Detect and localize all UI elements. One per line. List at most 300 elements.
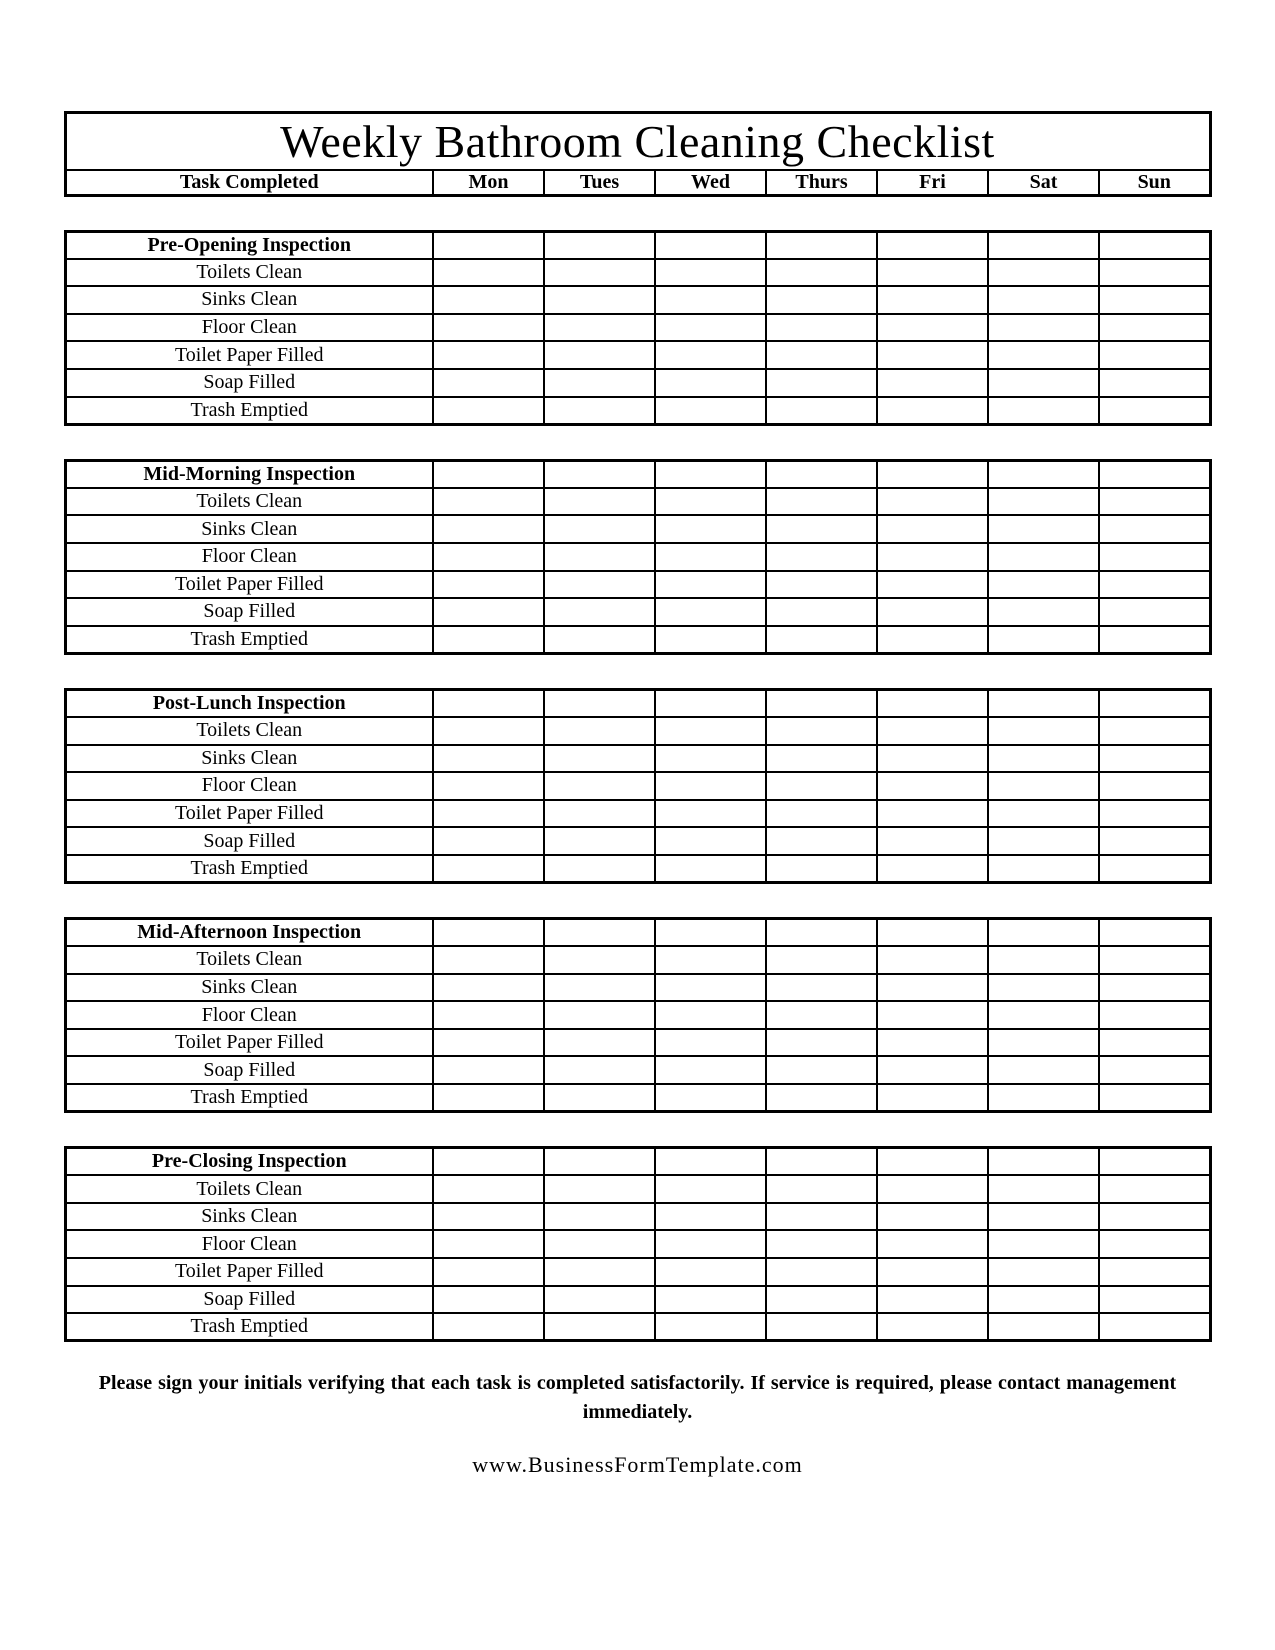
initials-cell-thurs <box>766 488 877 516</box>
initials-cell-wed <box>655 543 766 571</box>
initials-cell-fri <box>877 231 988 259</box>
initials-cell-sun <box>1099 259 1210 287</box>
task-label: Floor Clean <box>65 543 433 571</box>
task-row <box>65 855 1210 883</box>
task-row <box>65 1258 1210 1286</box>
initials-cell-wed <box>655 1056 766 1084</box>
initials-cell-tues <box>544 1001 655 1029</box>
task-row <box>65 800 1210 828</box>
initials-cell-wed <box>655 827 766 855</box>
section-header-row <box>65 689 1210 717</box>
initials-cell-thurs <box>766 341 877 369</box>
task-row <box>65 1056 1210 1084</box>
section-table-mid-afternoon-inspection <box>64 917 1212 1113</box>
initials-cell-sun <box>1099 946 1210 974</box>
task-row <box>65 369 1210 397</box>
initials-cell-sat <box>988 918 1099 946</box>
initials-cell-wed <box>655 488 766 516</box>
initials-cell-thurs <box>766 1286 877 1314</box>
task-completed-header: Task Completed <box>65 170 433 196</box>
task-row <box>65 1084 1210 1112</box>
initials-cell-sat <box>988 855 1099 883</box>
task-label: Sinks Clean <box>65 1203 433 1231</box>
initials-cell-thurs <box>766 1001 877 1029</box>
task-row <box>65 1203 1210 1231</box>
initials-cell-fri <box>877 1175 988 1203</box>
initials-cell-wed <box>655 946 766 974</box>
initials-cell-sat <box>988 571 1099 599</box>
task-row <box>65 341 1210 369</box>
initials-cell-mon <box>433 259 544 287</box>
task-label: Soap Filled <box>65 827 433 855</box>
task-row <box>65 946 1210 974</box>
initials-cell-sun <box>1099 1084 1210 1112</box>
task-row <box>65 543 1210 571</box>
section-table-mid-morning-inspection <box>64 459 1212 655</box>
section-title: Pre-Closing Inspection <box>65 1148 433 1176</box>
initials-cell-sat <box>988 1258 1099 1286</box>
initials-cell-thurs <box>766 827 877 855</box>
initials-cell-thurs <box>766 231 877 259</box>
initials-cell-sat <box>988 543 1099 571</box>
initials-cell-wed <box>655 1313 766 1341</box>
initials-cell-mon <box>433 515 544 543</box>
initials-cell-fri <box>877 259 988 287</box>
initials-cell-mon <box>433 1286 544 1314</box>
initials-cell-fri <box>877 1286 988 1314</box>
initials-cell-wed <box>655 231 766 259</box>
initials-cell-fri <box>877 515 988 543</box>
initials-cell-mon <box>433 974 544 1002</box>
initials-cell-mon <box>433 543 544 571</box>
website-text: www.BusinessFormTemplate.com <box>472 1452 803 1478</box>
initials-cell-fri <box>877 918 988 946</box>
initials-cell-tues <box>544 259 655 287</box>
initials-cell-wed <box>655 855 766 883</box>
initials-cell-wed <box>655 515 766 543</box>
section-header-row <box>65 231 1210 259</box>
task-label: Floor Clean <box>65 314 433 342</box>
initials-cell-tues <box>544 800 655 828</box>
initials-cell-thurs <box>766 598 877 626</box>
initials-cell-wed <box>655 717 766 745</box>
task-label: Toilets Clean <box>65 259 433 287</box>
initials-cell-sun <box>1099 855 1210 883</box>
initials-cell-fri <box>877 946 988 974</box>
initials-cell-wed <box>655 1230 766 1258</box>
task-row <box>65 1286 1210 1314</box>
initials-cell-sat <box>988 974 1099 1002</box>
task-label: Soap Filled <box>65 369 433 397</box>
initials-cell-fri <box>877 1056 988 1084</box>
task-row <box>65 1175 1210 1203</box>
initials-cell-thurs <box>766 1203 877 1231</box>
initials-cell-sun <box>1099 369 1210 397</box>
initials-cell-tues <box>544 571 655 599</box>
initials-cell-sat <box>988 1313 1099 1341</box>
task-label: Floor Clean <box>65 1230 433 1258</box>
task-label: Toilet Paper Filled <box>65 341 433 369</box>
initials-cell-mon <box>433 946 544 974</box>
initials-cell-mon <box>433 1148 544 1176</box>
initials-cell-mon <box>433 1001 544 1029</box>
initials-cell-tues <box>544 689 655 717</box>
initials-cell-sun <box>1099 460 1210 488</box>
task-label: Soap Filled <box>65 1286 433 1314</box>
initials-cell-sun <box>1099 1148 1210 1176</box>
initials-cell-sun <box>1099 341 1210 369</box>
day-header-sun: Sun <box>1099 170 1210 196</box>
initials-cell-sat <box>988 1148 1099 1176</box>
initials-cell-sat <box>988 946 1099 974</box>
initials-cell-sat <box>988 717 1099 745</box>
initials-cell-wed <box>655 397 766 425</box>
initials-cell-fri <box>877 626 988 654</box>
initials-cell-sat <box>988 1175 1099 1203</box>
initials-cell-thurs <box>766 1056 877 1084</box>
day-header-wed: Wed <box>655 170 766 196</box>
initials-cell-mon <box>433 1230 544 1258</box>
initials-cell-wed <box>655 286 766 314</box>
day-header-sat: Sat <box>988 170 1099 196</box>
initials-cell-mon <box>433 314 544 342</box>
initials-cell-tues <box>544 1029 655 1057</box>
initials-cell-sat <box>988 827 1099 855</box>
task-label: Trash Emptied <box>65 626 433 654</box>
section-table-pre-closing-inspection <box>64 1146 1212 1342</box>
initials-cell-tues <box>544 1175 655 1203</box>
section-table-post-lunch-inspection <box>64 688 1212 884</box>
title-row <box>65 113 1210 170</box>
initials-cell-mon <box>433 1029 544 1057</box>
initials-cell-thurs <box>766 1258 877 1286</box>
initials-cell-sat <box>988 1084 1099 1112</box>
initials-cell-sun <box>1099 800 1210 828</box>
initials-cell-sun <box>1099 745 1210 773</box>
initials-cell-sat <box>988 460 1099 488</box>
initials-cell-thurs <box>766 460 877 488</box>
initials-cell-wed <box>655 341 766 369</box>
initials-cell-sun <box>1099 1203 1210 1231</box>
initials-cell-mon <box>433 827 544 855</box>
initials-cell-thurs <box>766 689 877 717</box>
task-label: Floor Clean <box>65 772 433 800</box>
initials-cell-sat <box>988 314 1099 342</box>
initials-cell-thurs <box>766 369 877 397</box>
day-header-mon: Mon <box>433 170 544 196</box>
initials-cell-fri <box>877 598 988 626</box>
task-label: Soap Filled <box>65 598 433 626</box>
initials-cell-thurs <box>766 717 877 745</box>
initials-cell-thurs <box>766 800 877 828</box>
initials-cell-mon <box>433 918 544 946</box>
initials-cell-fri <box>877 286 988 314</box>
initials-cell-fri <box>877 1001 988 1029</box>
initials-cell-mon <box>433 772 544 800</box>
initials-cell-wed <box>655 800 766 828</box>
initials-cell-thurs <box>766 286 877 314</box>
task-row <box>65 626 1210 654</box>
task-row <box>65 717 1210 745</box>
initials-cell-fri <box>877 369 988 397</box>
section-table-pre-opening-inspection <box>64 230 1212 426</box>
initials-cell-sun <box>1099 918 1210 946</box>
section-header-row <box>65 460 1210 488</box>
initials-cell-thurs <box>766 314 877 342</box>
initials-cell-mon <box>433 231 544 259</box>
initials-cell-fri <box>877 1203 988 1231</box>
initials-cell-tues <box>544 231 655 259</box>
checklist-header-table <box>64 111 1212 197</box>
task-row <box>65 1230 1210 1258</box>
initials-cell-sat <box>988 1056 1099 1084</box>
task-label: Trash Emptied <box>65 1313 433 1341</box>
initials-cell-thurs <box>766 397 877 425</box>
initials-cell-fri <box>877 1084 988 1112</box>
initials-cell-tues <box>544 543 655 571</box>
initials-cell-sun <box>1099 397 1210 425</box>
initials-cell-fri <box>877 745 988 773</box>
initials-cell-sun <box>1099 1286 1210 1314</box>
initials-cell-tues <box>544 946 655 974</box>
initials-cell-wed <box>655 1286 766 1314</box>
initials-cell-sat <box>988 598 1099 626</box>
initials-cell-tues <box>544 745 655 773</box>
initials-cell-mon <box>433 286 544 314</box>
initials-cell-thurs <box>766 772 877 800</box>
initials-cell-sun <box>1099 543 1210 571</box>
initials-cell-wed <box>655 1001 766 1029</box>
initials-cell-tues <box>544 397 655 425</box>
initials-cell-mon <box>433 397 544 425</box>
initials-cell-sat <box>988 1286 1099 1314</box>
initials-cell-mon <box>433 800 544 828</box>
initials-cell-fri <box>877 800 988 828</box>
initials-cell-fri <box>877 1029 988 1057</box>
initials-cell-sun <box>1099 1258 1210 1286</box>
initials-cell-mon <box>433 689 544 717</box>
section-header-row <box>65 1148 1210 1176</box>
initials-cell-wed <box>655 598 766 626</box>
initials-cell-sun <box>1099 1056 1210 1084</box>
initials-cell-mon <box>433 1084 544 1112</box>
initials-cell-tues <box>544 515 655 543</box>
initials-cell-mon <box>433 488 544 516</box>
initials-cell-thurs <box>766 259 877 287</box>
initials-cell-wed <box>655 745 766 773</box>
initials-cell-sat <box>988 1203 1099 1231</box>
initials-cell-fri <box>877 543 988 571</box>
task-row <box>65 571 1210 599</box>
initials-cell-sat <box>988 341 1099 369</box>
initials-cell-sun <box>1099 772 1210 800</box>
initials-cell-tues <box>544 488 655 516</box>
initials-cell-sat <box>988 745 1099 773</box>
initials-cell-mon <box>433 460 544 488</box>
initials-cell-tues <box>544 1056 655 1084</box>
task-label: Sinks Clean <box>65 515 433 543</box>
task-label: Toilets Clean <box>65 1175 433 1203</box>
initials-cell-sun <box>1099 1029 1210 1057</box>
task-label: Toilets Clean <box>65 488 433 516</box>
initials-cell-sun <box>1099 231 1210 259</box>
initials-cell-tues <box>544 369 655 397</box>
day-header-thurs: Thurs <box>766 170 877 196</box>
initials-cell-wed <box>655 1258 766 1286</box>
initials-cell-wed <box>655 918 766 946</box>
initials-cell-fri <box>877 772 988 800</box>
task-label: Toilets Clean <box>65 946 433 974</box>
initials-cell-wed <box>655 626 766 654</box>
day-header-tues: Tues <box>544 170 655 196</box>
initials-cell-wed <box>655 369 766 397</box>
initials-cell-tues <box>544 717 655 745</box>
initials-cell-mon <box>433 1313 544 1341</box>
initials-cell-wed <box>655 1203 766 1231</box>
task-label: Sinks Clean <box>65 286 433 314</box>
task-label: Trash Emptied <box>65 855 433 883</box>
initials-cell-sun <box>1099 488 1210 516</box>
initials-cell-sun <box>1099 1230 1210 1258</box>
initials-cell-fri <box>877 460 988 488</box>
initials-cell-sun <box>1099 827 1210 855</box>
initials-cell-sun <box>1099 598 1210 626</box>
task-label: Sinks Clean <box>65 745 433 773</box>
task-row <box>65 772 1210 800</box>
initials-cell-mon <box>433 341 544 369</box>
task-row <box>65 488 1210 516</box>
task-row <box>65 286 1210 314</box>
initials-cell-sun <box>1099 1001 1210 1029</box>
task-label: Toilet Paper Filled <box>65 800 433 828</box>
initials-cell-thurs <box>766 515 877 543</box>
initials-cell-thurs <box>766 626 877 654</box>
initials-cell-mon <box>433 1175 544 1203</box>
initials-cell-mon <box>433 369 544 397</box>
initials-cell-sun <box>1099 515 1210 543</box>
initials-cell-fri <box>877 974 988 1002</box>
initials-cell-tues <box>544 598 655 626</box>
initials-cell-fri <box>877 827 988 855</box>
initials-cell-wed <box>655 259 766 287</box>
initials-cell-sat <box>988 1029 1099 1057</box>
task-label: Trash Emptied <box>65 397 433 425</box>
signature-note: Please sign your initials verifying that each task is completed satisfactorily. If service is required, please contact management immediately. <box>98 1372 1177 1424</box>
initials-cell-thurs <box>766 946 877 974</box>
initials-cell-thurs <box>766 974 877 1002</box>
initials-cell-fri <box>877 1230 988 1258</box>
initials-cell-thurs <box>766 1029 877 1057</box>
initials-cell-thurs <box>766 1230 877 1258</box>
initials-cell-thurs <box>766 571 877 599</box>
initials-cell-wed <box>655 1029 766 1057</box>
initials-cell-tues <box>544 460 655 488</box>
initials-cell-thurs <box>766 1148 877 1176</box>
initials-cell-thurs <box>766 918 877 946</box>
task-row <box>65 745 1210 773</box>
initials-cell-sat <box>988 1001 1099 1029</box>
initials-cell-sat <box>988 488 1099 516</box>
initials-cell-tues <box>544 1084 655 1112</box>
section-header-row <box>65 918 1210 946</box>
initials-cell-mon <box>433 626 544 654</box>
task-label: Toilet Paper Filled <box>65 1258 433 1286</box>
initials-cell-tues <box>544 341 655 369</box>
initials-cell-fri <box>877 855 988 883</box>
initials-cell-mon <box>433 1258 544 1286</box>
initials-cell-tues <box>544 1148 655 1176</box>
initials-cell-thurs <box>766 1175 877 1203</box>
page-title: Weekly Bathroom Cleaning Checklist <box>65 113 1210 170</box>
initials-cell-tues <box>544 626 655 654</box>
initials-cell-sat <box>988 259 1099 287</box>
initials-cell-sat <box>988 626 1099 654</box>
initials-cell-wed <box>655 689 766 717</box>
initials-cell-sat <box>988 286 1099 314</box>
initials-cell-wed <box>655 1175 766 1203</box>
initials-cell-fri <box>877 1148 988 1176</box>
initials-cell-sun <box>1099 314 1210 342</box>
task-row <box>65 827 1210 855</box>
initials-cell-fri <box>877 397 988 425</box>
initials-cell-wed <box>655 571 766 599</box>
initials-cell-sun <box>1099 1175 1210 1203</box>
initials-cell-wed <box>655 1148 766 1176</box>
initials-cell-sat <box>988 369 1099 397</box>
initials-cell-sun <box>1099 286 1210 314</box>
task-row <box>65 1029 1210 1057</box>
initials-cell-wed <box>655 314 766 342</box>
initials-cell-wed <box>655 1084 766 1112</box>
initials-cell-sun <box>1099 974 1210 1002</box>
task-label: Toilets Clean <box>65 717 433 745</box>
initials-cell-sun <box>1099 717 1210 745</box>
task-row <box>65 1001 1210 1029</box>
section-title: Mid-Morning Inspection <box>65 460 433 488</box>
initials-cell-mon <box>433 745 544 773</box>
day-header-fri: Fri <box>877 170 988 196</box>
task-row <box>65 397 1210 425</box>
initials-cell-tues <box>544 1286 655 1314</box>
task-label: Sinks Clean <box>65 974 433 1002</box>
initials-cell-mon <box>433 1203 544 1231</box>
task-row <box>65 314 1210 342</box>
task-row <box>65 974 1210 1002</box>
initials-cell-tues <box>544 1203 655 1231</box>
initials-cell-thurs <box>766 855 877 883</box>
initials-cell-fri <box>877 314 988 342</box>
initials-cell-fri <box>877 488 988 516</box>
section-title: Pre-Opening Inspection <box>65 231 433 259</box>
initials-cell-wed <box>655 772 766 800</box>
day-header-row <box>65 170 1210 196</box>
initials-cell-thurs <box>766 1084 877 1112</box>
initials-cell-tues <box>544 1230 655 1258</box>
task-label: Floor Clean <box>65 1001 433 1029</box>
initials-cell-sun <box>1099 1313 1210 1341</box>
initials-cell-fri <box>877 689 988 717</box>
initials-cell-thurs <box>766 543 877 571</box>
task-row <box>65 598 1210 626</box>
task-label: Trash Emptied <box>65 1084 433 1112</box>
initials-cell-tues <box>544 918 655 946</box>
initials-cell-tues <box>544 286 655 314</box>
section-title: Post-Lunch Inspection <box>65 689 433 717</box>
initials-cell-sat <box>988 231 1099 259</box>
initials-cell-thurs <box>766 1313 877 1341</box>
task-label: Toilet Paper Filled <box>65 1029 433 1057</box>
initials-cell-sun <box>1099 571 1210 599</box>
